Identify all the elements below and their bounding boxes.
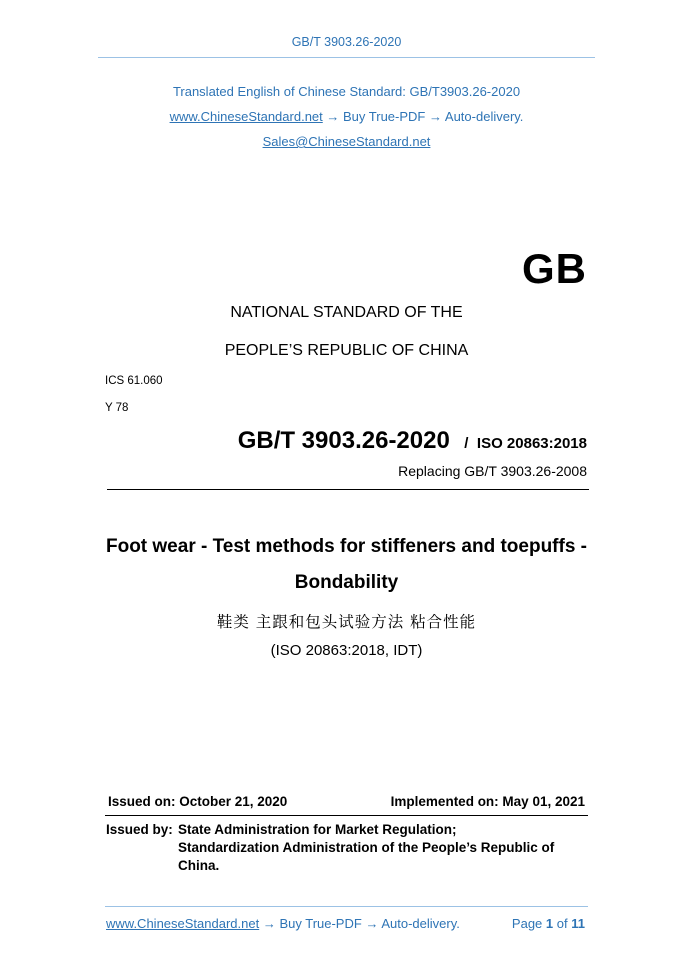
standard-separator: / bbox=[464, 435, 469, 452]
buy-pdf-text: Buy True-PDF bbox=[343, 109, 426, 124]
arrow-right-icon: → bbox=[326, 109, 340, 124]
replacing-note: Replacing GB/T 3903.26-2008 bbox=[398, 463, 587, 479]
ics-code: ICS 61.060 bbox=[105, 375, 163, 387]
arrow-right-icon: → bbox=[262, 916, 276, 931]
header-standard-code: GB/T 3903.26-2020 bbox=[291, 35, 402, 49]
dates-divider bbox=[105, 815, 588, 816]
website-link[interactable]: www.ChineseStandard.net bbox=[169, 109, 323, 124]
translation-notice: Translated English of Chinese Standard: GB/T3903.26-2020 bbox=[172, 84, 521, 99]
standard-number-row bbox=[238, 427, 587, 455]
page-indicator bbox=[512, 916, 585, 931]
issuer-line3: China. bbox=[178, 858, 220, 873]
national-standard-line2: PEOPLE’S REPUBLIC OF CHINA bbox=[224, 342, 469, 359]
sales-email-link[interactable]: Sales@ChineseStandard.net bbox=[262, 134, 431, 149]
page-label: Page bbox=[511, 916, 543, 931]
footer-buy-text: Buy True-PDF bbox=[279, 916, 362, 931]
ccs-code: Y 78 bbox=[105, 402, 129, 414]
issued-by-label: Issued by: bbox=[106, 822, 173, 837]
page-number: 1 bbox=[545, 916, 554, 931]
title-chinese: 鞋类 主跟和包头试验方法 粘合性能 bbox=[216, 613, 477, 631]
footer-links bbox=[106, 916, 460, 931]
footer-divider bbox=[105, 906, 588, 907]
footer-website-link[interactable]: www.ChineseStandard.net bbox=[106, 916, 260, 931]
page-total: 11 bbox=[571, 916, 585, 931]
sales-email-line bbox=[0, 134, 693, 149]
implemented-on-date: Implemented on: May 01, 2021 bbox=[390, 794, 585, 809]
national-standard-line1: NATIONAL STANDARD OF THE bbox=[230, 304, 463, 321]
footer-auto-text: Auto-delivery. bbox=[381, 916, 460, 931]
auto-delivery-text: Auto-delivery. bbox=[444, 109, 524, 124]
gb-logo: GB bbox=[522, 245, 587, 292]
title-english-line1: Foot wear - Test methods for stiffeners and toepuffs - bbox=[105, 536, 587, 557]
title-english-line2: Bondability bbox=[294, 572, 399, 593]
arrow-right-icon: → bbox=[429, 109, 442, 124]
title-divider bbox=[107, 489, 589, 490]
issuer-line2: Standardization Administration of the People’s Republic of bbox=[178, 840, 555, 855]
iso-number: ISO 20863:2018 bbox=[476, 435, 587, 452]
iso-equivalence: (ISO 20863:2018, IDT) bbox=[270, 642, 423, 659]
issuer-line1: State Administration for Market Regulation; bbox=[178, 822, 457, 837]
header-divider bbox=[98, 57, 595, 58]
standard-number: GB/T 3903.26-2020 bbox=[237, 427, 450, 454]
arrow-right-icon: → bbox=[365, 916, 379, 931]
of-label: of bbox=[556, 916, 568, 931]
promo-links-line bbox=[0, 109, 693, 124]
issued-on-date: Issued on: October 21, 2020 bbox=[108, 794, 288, 809]
